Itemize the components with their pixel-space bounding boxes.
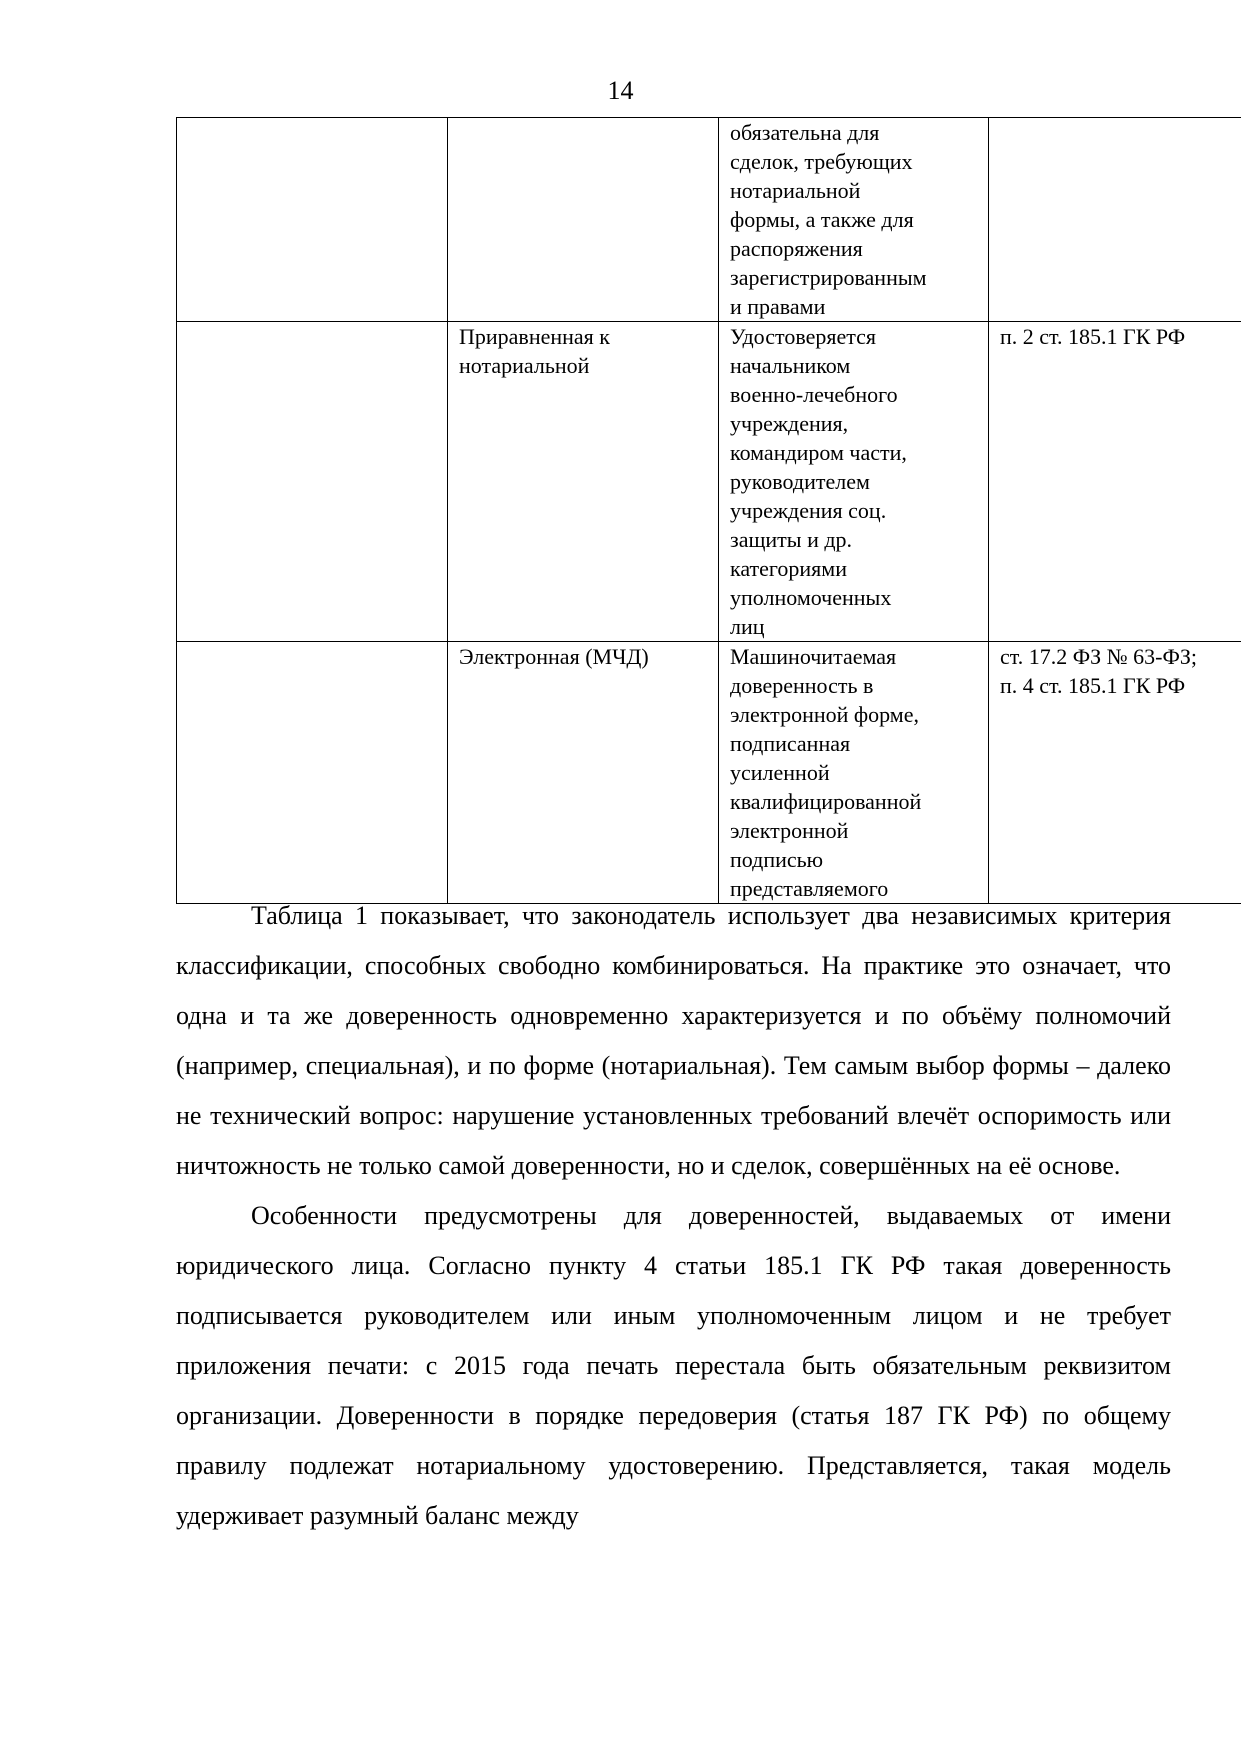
cell-text: Удостоверяется начальником военно-лечебного учреждения, командиром части, руководителем учреждения соц. защиты и др. категориями уполномоченных лиц [730, 324, 907, 639]
table-cell [448, 118, 719, 322]
table-cell [448, 642, 719, 904]
table-cell [448, 322, 719, 642]
table-cell [177, 118, 448, 322]
page-number: 14 [607, 76, 634, 105]
cell-text: п. 2 ст. 185.1 ГК РФ [1000, 324, 1186, 349]
table-cell [989, 322, 1241, 642]
cell-text: Приравненная к нотариальной [459, 324, 610, 378]
classification-table [176, 117, 1241, 904]
cell-text: Машиночитаемая доверенность в электронной форме, подписанная усиленной квалифицированной электронной подписью представляемого [730, 644, 922, 901]
table-cell [989, 118, 1241, 322]
table-cell [719, 322, 989, 642]
body-text [176, 891, 1171, 1541]
table-cell [177, 322, 448, 642]
table-row [177, 118, 1241, 322]
table-cell [989, 642, 1241, 904]
table-cell [719, 118, 989, 322]
paragraph: Особенности предусмотрены для доверенностей, выдаваемых от имени юридического лица. Согласно пункту 4 статьи 185.1 ГК РФ такая доверенность подписывается руководителем или иным уполномоченным лицом и не требует приложения печати: с 2015 года печать перестала быть обязательным реквизитом организации. Доверенности в порядке передоверия (статья 187 ГК РФ) по общему правилу подлежат нотариальному удостоверению. Представляется, такая модель удерживает разумный баланс между [176, 1201, 1171, 1530]
table-row [177, 642, 1241, 904]
table-cell [177, 642, 448, 904]
paragraph: Таблица 1 показывает, что законодатель использует два независимых критерия классификации, способных свободно комбинироваться. На практике это означает, что одна и та же доверенность одновременно характеризуется и по объёму полномочий (например, специальная), и по форме (нотариальная). Тем самым выбор формы – далеко не технический вопрос: нарушение установленных требований влечёт оспоримость или ничтожность не только самой доверенности, но и сделок, совершённых на её основе. [176, 901, 1171, 1180]
table-row [177, 322, 1241, 642]
table-cell [719, 642, 989, 904]
cell-text: обязательна для сделок, требующих нотариальной формы, а также для распоряжения зарегистрированным и правами [730, 120, 927, 319]
cell-text: Электронная (МЧД) [459, 644, 649, 669]
cell-text: ст. 17.2 ФЗ № 63-ФЗ; п. 4 ст. 185.1 ГК РФ [1000, 644, 1197, 698]
